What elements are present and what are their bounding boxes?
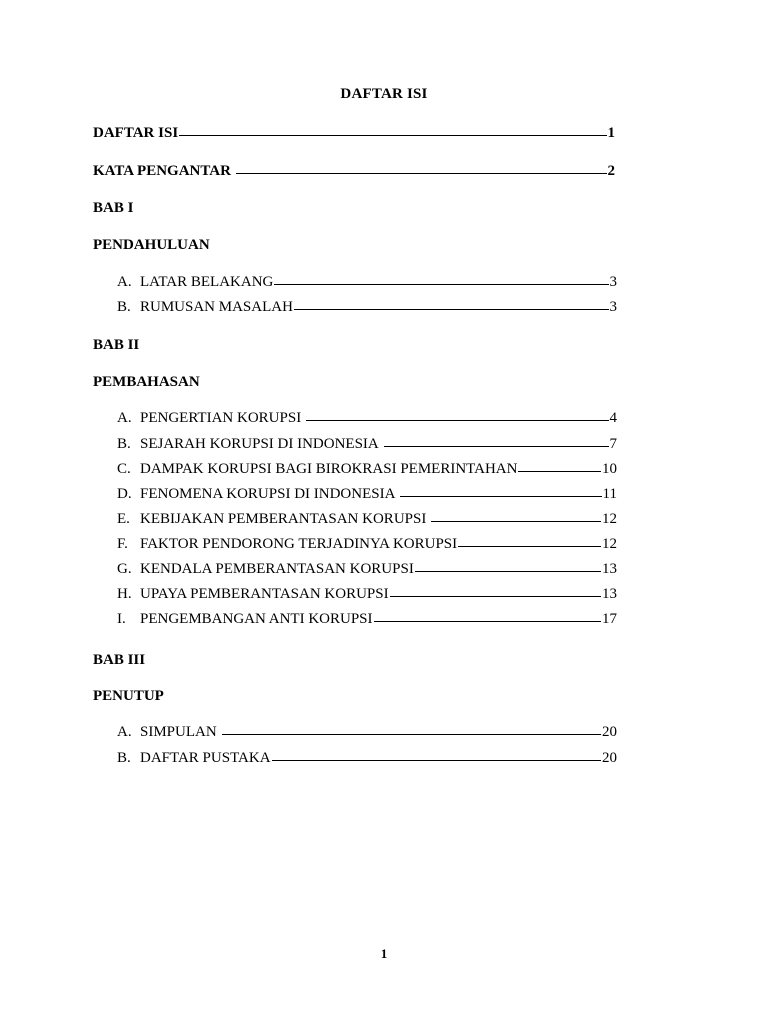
section-heading-pembahasan: PEMBAHASAN	[93, 374, 200, 390]
toc-entry[interactable]	[117, 510, 617, 528]
toc-marker: G.	[117, 561, 132, 577]
leader-line	[518, 471, 601, 472]
leader-line	[458, 546, 601, 547]
leader-line	[374, 621, 601, 622]
toc-marker: C.	[117, 461, 131, 477]
toc-page-number: 20	[602, 750, 617, 766]
toc-page-number: 13	[602, 586, 617, 602]
toc-marker: A.	[117, 410, 132, 426]
chapter-heading-bab-3: BAB III	[93, 652, 146, 668]
leader-line	[390, 596, 601, 597]
toc-marker: B.	[117, 436, 131, 452]
toc-page-number: 20	[602, 724, 617, 740]
leader-line	[179, 135, 606, 136]
page-number-footer: 1	[380, 946, 388, 961]
chapter-heading-bab-2: BAB II	[93, 337, 140, 353]
toc-entry[interactable]	[117, 273, 617, 291]
toc-page-number: 10	[602, 461, 617, 477]
section-heading-pendahuluan: PENDAHULUAN	[93, 237, 210, 253]
toc-page-number: 7	[609, 436, 617, 452]
toc-page-number: 11	[602, 486, 617, 502]
toc-entry[interactable]	[117, 610, 617, 628]
toc-marker: A.	[117, 274, 132, 290]
leader-line	[384, 446, 609, 447]
leader-line	[222, 734, 601, 735]
chapter-heading-bab-1: BAB I	[93, 200, 134, 216]
toc-entry-label: KATA PENGANTAR	[93, 163, 231, 179]
toc-page-number: 4	[609, 410, 617, 426]
toc-page-number: 1	[607, 125, 615, 141]
toc-entry-label: DAMPAK KORUPSI BAGI BIROKRASI PEMERINTAHAN	[140, 461, 518, 477]
toc-entry-label: FENOMENA KORUPSI DI INDONESIA	[140, 486, 396, 502]
toc-entry-label: KEBIJAKAN PEMBERANTASAN KORUPSI	[140, 511, 427, 527]
leader-line	[272, 760, 601, 761]
toc-entry-label: RUMUSAN MASALAH	[140, 299, 293, 315]
toc-entry[interactable]	[117, 585, 617, 603]
leader-line	[431, 521, 601, 522]
toc-entry-label: DAFTAR PUSTAKA	[140, 750, 271, 766]
toc-entry-label: UPAYA PEMBERANTASAN KORUPSI	[140, 586, 389, 602]
toc-entry-label: PENGEMBANGAN ANTI KORUPSI	[140, 611, 373, 627]
toc-entry-kata-pengantar[interactable]	[93, 162, 615, 180]
toc-marker: D.	[117, 486, 132, 502]
leader-line	[236, 173, 607, 174]
toc-entry[interactable]	[117, 485, 617, 503]
toc-entry-label: SIMPULAN	[140, 724, 217, 740]
leader-line	[294, 309, 609, 310]
toc-entry-label: SEJARAH KORUPSI DI INDONESIA	[140, 436, 379, 452]
leader-line	[400, 496, 601, 497]
toc-entry-label: LATAR BELAKANG	[140, 274, 274, 290]
toc-marker: B.	[117, 299, 131, 315]
toc-marker: E.	[117, 511, 130, 527]
toc-entry[interactable]	[117, 435, 617, 453]
toc-marker: I.	[117, 611, 126, 627]
toc-entry-label: FAKTOR PENDORONG TERJADINYA KORUPSI	[140, 536, 458, 552]
toc-entry[interactable]	[117, 535, 617, 553]
toc-page-number: 17	[602, 611, 617, 627]
toc-page-number: 3	[609, 274, 617, 290]
toc-entry-label: PENGERTIAN KORUPSI	[140, 410, 302, 426]
toc-marker: B.	[117, 750, 131, 766]
toc-entry[interactable]	[117, 560, 617, 578]
leader-line	[306, 420, 608, 421]
toc-page-number: 2	[607, 163, 615, 179]
section-heading-penutup: PENUTUP	[93, 688, 164, 704]
toc-entry[interactable]	[117, 460, 617, 478]
toc-page-number: 13	[602, 561, 617, 577]
page-title: DAFTAR ISI	[340, 86, 428, 102]
toc-entry[interactable]	[117, 298, 617, 316]
toc-marker: F.	[117, 536, 128, 552]
toc-entry-label: DAFTAR ISI	[93, 125, 179, 141]
toc-entry-label: KENDALA PEMBERANTASAN KORUPSI	[140, 561, 414, 577]
leader-line	[274, 284, 608, 285]
toc-entry[interactable]	[117, 749, 617, 767]
toc-entry[interactable]	[117, 723, 617, 741]
leader-line	[415, 571, 601, 572]
toc-entry[interactable]	[117, 409, 617, 427]
toc-marker: H.	[117, 586, 132, 602]
toc-page-number: 12	[602, 511, 617, 527]
toc-page-number: 12	[602, 536, 617, 552]
toc-marker: A.	[117, 724, 132, 740]
toc-page-number: 3	[609, 299, 617, 315]
toc-entry-daftar-isi[interactable]	[93, 124, 615, 142]
